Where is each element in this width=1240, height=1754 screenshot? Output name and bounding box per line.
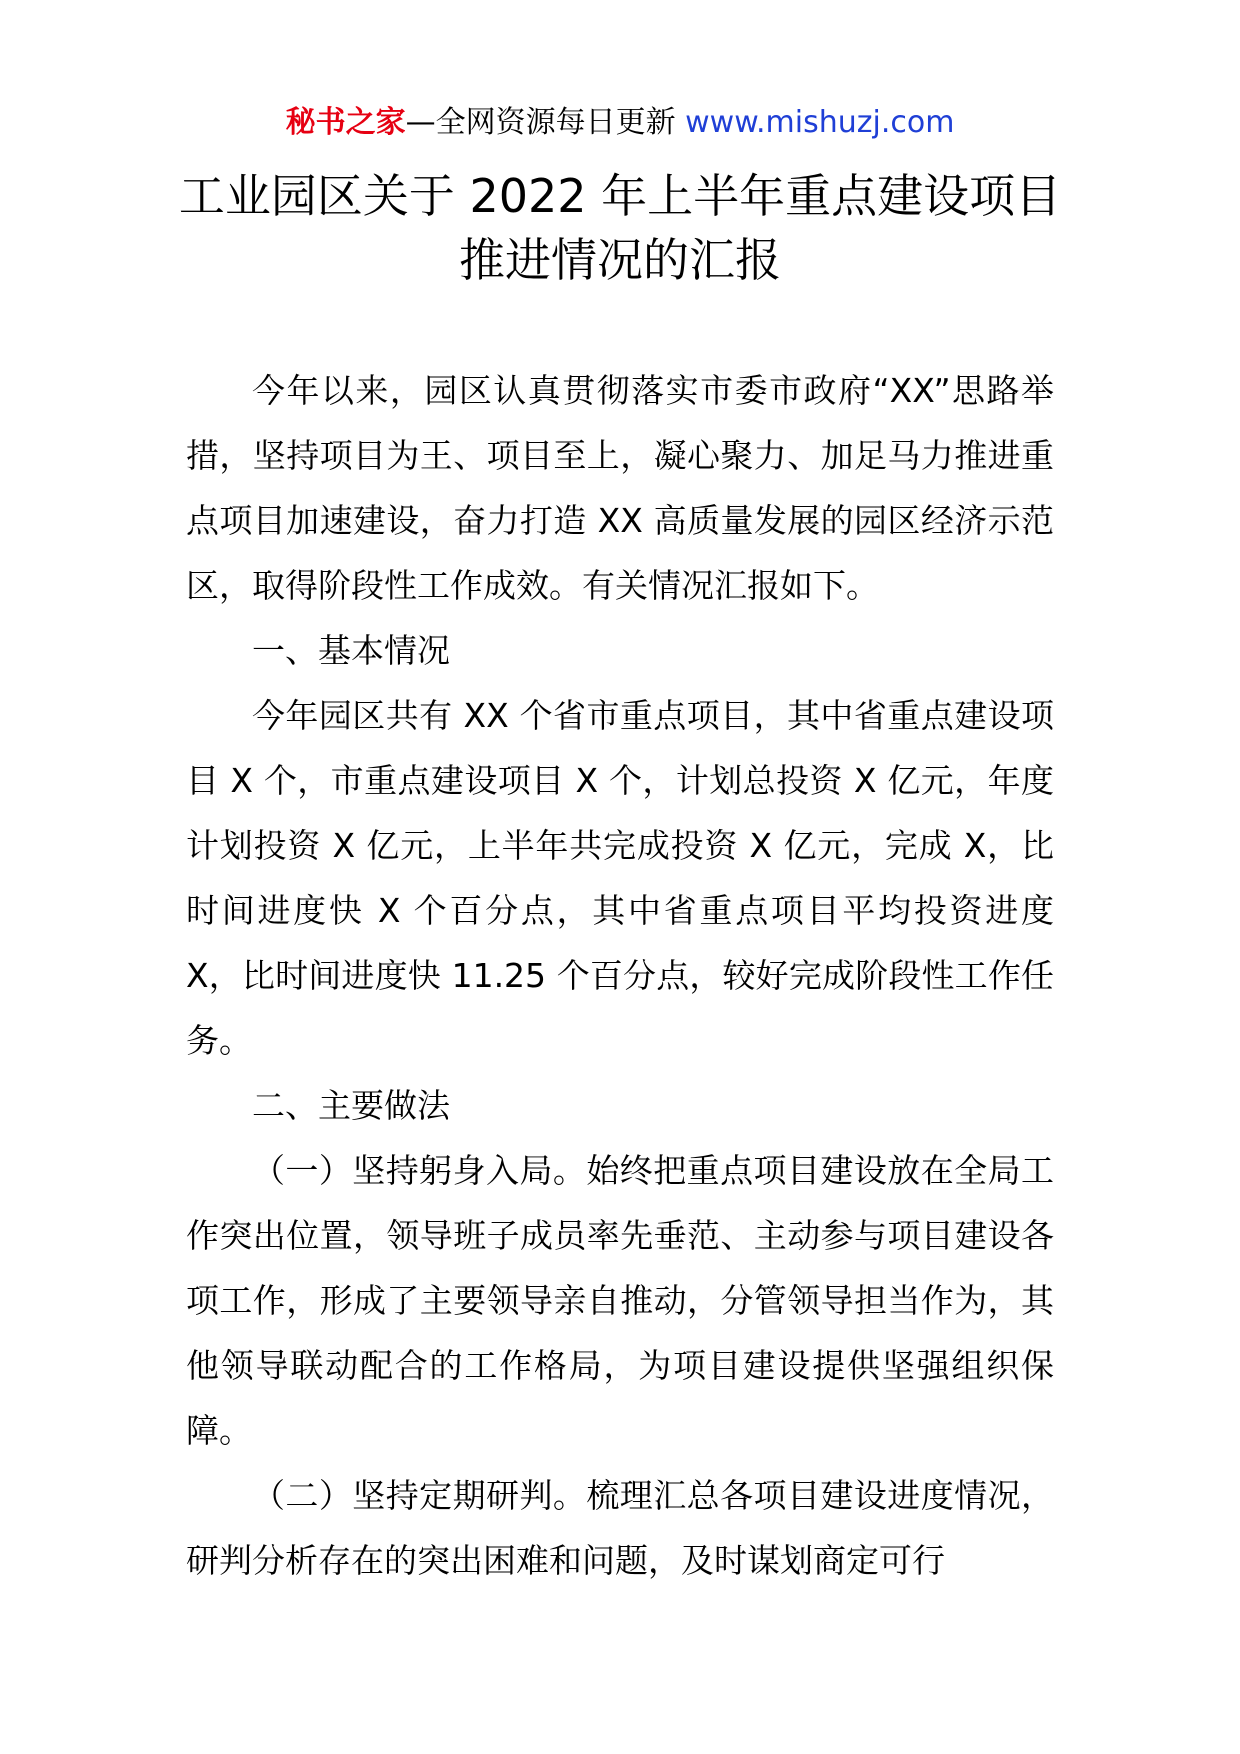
paragraph-basic-situation: 今年园区共有 XX 个省市重点项目，其中省重点建设项目 X 个，市重点建设项目 X 个，计划总投资 X 亿元，年度计划投资 X 亿元，上半年共完成投资 X 亿元，完成 X，比时间进度快 X 个百分点，其中省重点项目平均投资进度 X，比时间进度快 11.25 个百分点，较好完成阶段性工作任务。 [186,696,1054,1060]
document-title [150,164,1090,292]
site-brand: 秘书之家 [285,105,406,140]
section-heading-methods: 二、主要做法 [252,1086,450,1125]
site-url-link[interactable]: www.mishuzj.com [685,105,955,140]
title-line-1: 工业园区关于 2022 年上半年重点建设项目 [178,169,1062,223]
paragraph-method-1: （一）坚持躬身入局。始终把重点项目建设放在全局工作突出位置，领导班子成员率先垂范、主动参与项目建设各项工作，形成了主要领导亲自推动，分管领导担当作为，其他领导联动配合的工作格局，为项目建设提供坚强组织保障。 [186,1151,1054,1450]
site-banner [0,100,1240,146]
document-body [186,358,1054,1593]
site-tagline: —全网资源每日更新 [405,105,686,140]
title-line-2: 推进情况的汇报 [459,233,781,287]
paragraph-intro: 今年以来，园区认真贯彻落实市委市政府“XX”思路举措，坚持项目为王、项目至上，凝心聚力、加足马力推进重点项目加速建设，奋力打造 XX 高质量发展的园区经济示范区，取得阶段性工作成效。有关情况汇报如下。 [186,371,1054,605]
paragraph-method-2: （二）坚持定期研判。梳理汇总各项目建设进度情况，研判分析存在的突出困难和问题，及时谋划商定可行 [186,1476,1054,1580]
section-heading-basic: 一、基本情况 [252,631,450,670]
